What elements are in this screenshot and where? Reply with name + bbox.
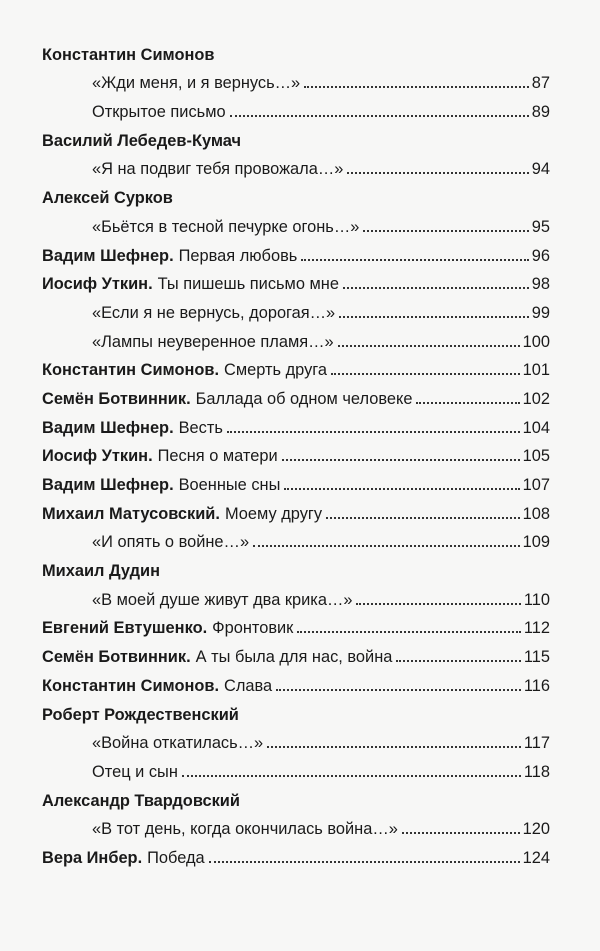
toc-page-number: 124 — [522, 848, 550, 867]
toc-entry — [42, 237, 550, 266]
toc-entry-title: «В моей душе живут два крика…» — [92, 590, 353, 609]
toc-entry-title: Открытое письмо — [92, 103, 226, 122]
toc-page-number: 95 — [531, 217, 550, 236]
toc-entry — [42, 466, 550, 495]
toc-entry — [42, 151, 550, 180]
dot-leader — [347, 172, 528, 174]
toc-entry — [42, 638, 550, 667]
toc-entry-title: Военные сны — [178, 476, 281, 494]
dot-leader — [276, 689, 521, 691]
toc-page-number: 101 — [522, 361, 550, 380]
dot-leader — [343, 287, 529, 289]
toc-page-number: 100 — [522, 332, 550, 351]
toc-author-name: Константин Симонов. — [42, 361, 220, 380]
toc-entry-title: «Жди меня, и я вернусь…» — [92, 74, 301, 93]
toc-page-number: 94 — [531, 160, 550, 179]
toc-author-heading — [42, 696, 550, 725]
toc-entry — [42, 581, 550, 610]
toc-page-number: 105 — [522, 447, 550, 466]
toc-entry — [42, 294, 550, 323]
toc-entry — [42, 352, 550, 381]
dot-leader — [227, 431, 520, 433]
toc-author-name: Михаил Дудин — [42, 562, 160, 581]
toc-page-number: 99 — [531, 303, 550, 322]
toc-entry-title: Победа — [147, 848, 205, 867]
toc-entry-title: «Война откатилась…» — [92, 734, 264, 753]
toc-author-name: Василий Лебедев-Кумач — [42, 131, 241, 150]
toc-author-name: Вадим Шефнер. — [42, 246, 174, 265]
toc-page-number: 117 — [523, 734, 550, 753]
dot-leader — [304, 86, 529, 88]
dot-leader — [338, 345, 520, 347]
toc-entry — [42, 811, 550, 840]
toc-entry-title: Весть — [178, 418, 223, 437]
toc-page-number: 102 — [522, 389, 550, 408]
dot-leader — [402, 832, 520, 834]
toc-entry — [42, 323, 550, 352]
toc-author-heading — [42, 122, 550, 151]
toc-page-number: 109 — [522, 533, 550, 552]
toc-author-name: Константин Симонов. — [42, 676, 220, 695]
toc-entry-title: «Лампы неуверенное пламя…» — [92, 332, 334, 351]
toc-author-heading — [42, 782, 550, 811]
toc-author-heading — [42, 552, 550, 581]
toc-author-name: Вадим Шефнер. — [42, 418, 174, 437]
toc-entry — [42, 380, 550, 409]
toc-author-name: Вадим Шефнер. — [42, 476, 174, 494]
dot-leader — [209, 861, 520, 863]
toc-author-name: Семён Ботвинник. — [42, 389, 191, 408]
toc-entry-title: Песня о матери — [157, 447, 278, 466]
toc-page-number: 115 — [523, 648, 550, 667]
dot-leader — [326, 517, 520, 519]
toc-author-name: Александр Твардовский — [42, 791, 240, 810]
toc-author-name: Евгений Евтушенко. — [42, 619, 208, 638]
toc-entry — [42, 266, 550, 295]
toc-author-name: Иосиф Уткин. — [42, 275, 153, 294]
toc-page-number: 116 — [523, 676, 550, 695]
toc-entry-title: Смерть друга — [224, 361, 328, 380]
dot-leader — [396, 660, 520, 662]
toc-entry — [42, 93, 550, 122]
toc-entry — [42, 438, 550, 467]
toc-page-number: 89 — [531, 103, 550, 122]
dot-leader — [253, 545, 520, 547]
toc-page-number: 108 — [522, 504, 550, 523]
toc-page-number: 110 — [523, 590, 550, 609]
toc-author-name: Роберт Рождественский — [42, 705, 239, 724]
dot-leader — [267, 746, 521, 748]
toc-author-heading — [42, 179, 550, 208]
toc-entry-title: Ты пишешь письмо мне — [157, 275, 339, 294]
table-of-contents — [42, 36, 550, 868]
toc-entry-title: Слава — [224, 676, 273, 695]
toc-entry — [42, 495, 550, 524]
toc-entry-title: «Бьётся в тесной печурке огонь…» — [92, 217, 360, 236]
toc-entry-title: Фронтовик — [212, 619, 294, 638]
dot-leader — [339, 316, 529, 318]
toc-entry-title: Моему другу — [224, 504, 323, 523]
toc-entry-title: Отец и сын — [92, 762, 178, 781]
toc-author-name: Константин Симонов — [42, 45, 215, 64]
toc-entry-title: Первая любовь — [178, 246, 298, 265]
toc-author-name: Вера Инбер. — [42, 848, 143, 867]
dot-leader — [284, 488, 519, 490]
toc-page-number: 96 — [531, 246, 550, 265]
toc-author-heading — [42, 36, 550, 65]
toc-author-name: Михаил Матусовский. — [42, 504, 220, 523]
toc-entry — [42, 839, 550, 868]
dot-leader — [356, 603, 520, 605]
toc-page-number: 112 — [523, 619, 550, 638]
toc-entry — [42, 409, 550, 438]
toc-author-name: Семён Ботвинник. — [42, 648, 191, 667]
toc-page-number: 118 — [523, 762, 550, 781]
dot-leader — [301, 259, 528, 261]
toc-entry-title: «Я на подвиг тебя провожала…» — [92, 160, 344, 179]
toc-entry-title: Баллада об одном человеке — [195, 389, 413, 408]
toc-page-number: 104 — [522, 418, 550, 437]
toc-entry — [42, 667, 550, 696]
toc-page-number: 87 — [531, 74, 550, 93]
toc-page-number: 120 — [522, 820, 550, 839]
dot-leader — [182, 775, 521, 777]
toc-page-number: 107 — [522, 476, 550, 494]
toc-entry-title: «Если я не вернусь, дорогая…» — [92, 303, 336, 322]
dot-leader — [363, 230, 528, 232]
dot-leader — [416, 402, 519, 404]
dot-leader — [282, 459, 520, 461]
toc-entry — [42, 65, 550, 94]
toc-page-number: 98 — [531, 275, 550, 294]
toc-entry-title: «В тот день, когда окончилась война…» — [92, 820, 398, 839]
dot-leader — [297, 631, 521, 633]
dot-leader — [331, 373, 520, 375]
toc-entry-title: «И опять о войне…» — [92, 533, 250, 552]
toc-entry — [42, 610, 550, 639]
toc-entry — [42, 208, 550, 237]
toc-entry — [42, 753, 550, 782]
toc-entry — [42, 524, 550, 553]
dot-leader — [230, 115, 529, 117]
toc-author-name: Иосиф Уткин. — [42, 447, 153, 466]
toc-author-name: Алексей Сурков — [42, 189, 173, 208]
toc-entry — [42, 725, 550, 754]
toc-entry-title: А ты была для нас, война — [195, 648, 393, 667]
